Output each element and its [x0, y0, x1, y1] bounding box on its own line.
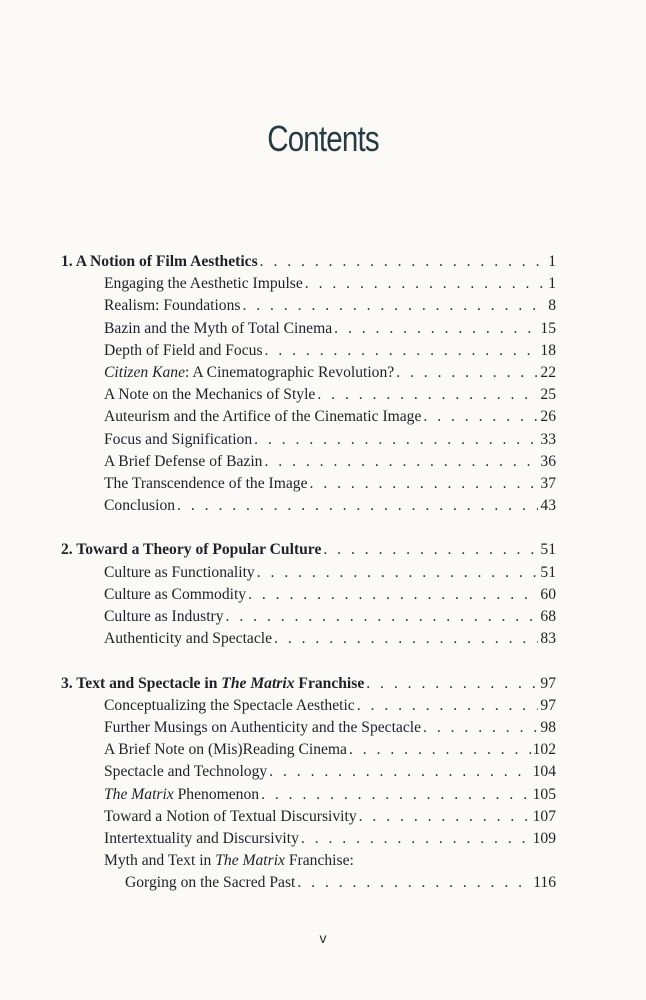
page-number: 68 [540, 608, 556, 625]
toc-section[interactable] [61, 628, 556, 650]
page-number: 18 [540, 341, 556, 359]
dot-leader [423, 406, 538, 428]
section-title: Conclusion [104, 497, 176, 515]
section-title: Engaging the Aesthetic Impulse [104, 275, 303, 293]
section-title: The Transcendence of the Image [104, 474, 308, 492]
chapter-title: 2. Toward a Theory of Popular Culture [61, 541, 322, 559]
toc-section[interactable] [61, 473, 556, 495]
section-title: Culture as Commodity [104, 585, 247, 603]
section-title: Auteurism and the Artifice of the Cinematic Image [104, 408, 422, 426]
section-title: Toward a Notion of Textual Discursivity [104, 807, 357, 825]
dot-leader [423, 717, 538, 739]
section-title: Depth of Field and Focus [104, 341, 263, 359]
page-number: 22 [540, 363, 556, 381]
page-number: 98 [540, 718, 556, 736]
dot-leader [177, 495, 538, 517]
chapter-title: 1. A Notion of Film Aesthetics [61, 253, 258, 270]
toc-section[interactable] [61, 318, 556, 340]
toc-section[interactable] [61, 761, 556, 783]
page-number: 51 [540, 563, 556, 581]
page-number: 43 [540, 497, 556, 515]
dot-leader [274, 628, 538, 650]
toc-chapter-2[interactable] [61, 539, 556, 561]
dot-leader [254, 429, 538, 451]
page-number: 105 [532, 785, 556, 803]
section-title: Culture as Industry [104, 608, 224, 625]
page-number: 1 [548, 275, 556, 293]
section-title-italic: Citizen Kane [104, 363, 185, 381]
section-title-italic: The Matrix [215, 852, 285, 870]
dot-leader [301, 828, 531, 850]
toc-section[interactable] [61, 850, 556, 872]
page-number: 109 [532, 829, 556, 847]
section-title [104, 784, 259, 806]
dot-leader [264, 451, 538, 473]
section-title [104, 850, 354, 872]
section-title: A Brief Defense of Bazin [104, 452, 263, 470]
page-folio: v [319, 930, 327, 946]
toc-section[interactable] [61, 295, 556, 317]
dot-leader [396, 362, 538, 384]
page-number: 36 [540, 452, 556, 470]
chapter-title-suffix: Franchise [294, 674, 365, 692]
dot-leader [310, 473, 539, 495]
dot-leader [297, 872, 531, 894]
page-number: 116 [533, 874, 556, 892]
toc-section[interactable] [61, 562, 556, 584]
section-title-italic: The Matrix [104, 785, 174, 803]
dot-leader [226, 606, 539, 628]
page-number: 97 [540, 674, 556, 692]
dot-leader [359, 806, 531, 828]
toc-section[interactable] [61, 451, 556, 473]
table-of-contents [61, 251, 556, 894]
toc-section[interactable] [61, 384, 556, 406]
dot-leader [248, 584, 538, 606]
page-number: 104 [532, 763, 556, 781]
section-title: A Note on the Mechanics of Style [104, 386, 316, 404]
section-title: Further Musings on Authenticity and the Spectacle [104, 718, 422, 736]
section-title-suffix: Franchise: [284, 852, 354, 870]
toc-section[interactable] [61, 362, 556, 384]
dot-leader [366, 673, 538, 695]
section-title-rest: Phenomenon [173, 785, 260, 803]
toc-section[interactable] [61, 739, 556, 761]
section-title: Spectacle and Technology [104, 763, 268, 781]
section-title: Conceptualizing the Spectacle Aesthetic [104, 696, 355, 714]
section-title: Gorging on the Sacred Past [125, 874, 296, 892]
page-number: 97 [540, 696, 556, 714]
section-title-rest: : A Cinematographic Revolution? [185, 363, 395, 381]
dot-leader [265, 340, 539, 362]
section-title: A Brief Note on (Mis)Reading Cinema [104, 741, 347, 759]
chapter-title [61, 673, 364, 695]
toc-section[interactable] [61, 828, 556, 850]
toc-section[interactable] [61, 584, 556, 606]
dot-leader [242, 295, 546, 317]
chapter-title-italic: The Matrix [221, 674, 295, 692]
dot-leader [269, 761, 530, 783]
dot-leader [334, 318, 538, 340]
page-title: Contents [267, 118, 379, 159]
chapter-spacer [61, 517, 556, 539]
dot-leader [260, 251, 547, 273]
section-title: Authenticity and Spectacle [104, 630, 273, 648]
toc-section[interactable] [61, 606, 556, 628]
toc-section[interactable] [61, 806, 556, 828]
toc-section[interactable] [61, 784, 556, 806]
toc-section[interactable] [61, 429, 556, 451]
page-number: 107 [532, 807, 556, 825]
dot-leader [357, 695, 539, 717]
page-number: 83 [540, 630, 556, 648]
chapter-spacer [61, 650, 556, 672]
section-title-prefix: Myth and Text in [104, 852, 216, 870]
page-number: 1 [548, 253, 556, 270]
dot-leader [317, 384, 538, 406]
chapter-title-prefix: 3. Text and Spectacle in [61, 674, 222, 692]
toc-section[interactable] [61, 495, 556, 517]
toc-section[interactable] [61, 695, 556, 717]
dot-leader [323, 539, 538, 561]
page-number: 15 [540, 319, 556, 337]
page-number: 26 [540, 408, 556, 426]
dot-leader [257, 562, 539, 584]
dot-leader [261, 784, 531, 806]
section-title: Focus and Signification [104, 430, 253, 448]
section-title: Bazin and the Myth of Total Cinema [104, 319, 333, 337]
page-number: 102 [532, 741, 556, 759]
section-title: Intertextuality and Discursivity [104, 829, 299, 847]
page-number: 60 [540, 585, 556, 603]
page-number: 25 [540, 386, 556, 404]
section-title [104, 362, 394, 384]
toc-section-continued[interactable] [61, 872, 556, 894]
section-title: Realism: Foundations [104, 297, 241, 315]
page-number: 37 [540, 474, 556, 492]
page-number: 8 [548, 297, 556, 315]
toc-section[interactable] [61, 717, 556, 739]
dot-leader [349, 739, 531, 761]
page-number: 33 [540, 430, 556, 448]
page-number: 51 [540, 541, 556, 559]
toc-chapter-3[interactable] [61, 673, 556, 695]
toc-section[interactable] [61, 406, 556, 428]
toc-section[interactable] [61, 273, 556, 295]
dot-leader [305, 273, 546, 295]
section-title: Culture as Functionality [104, 563, 255, 581]
toc-chapter-1[interactable] [61, 251, 556, 273]
toc-section[interactable] [61, 340, 556, 362]
